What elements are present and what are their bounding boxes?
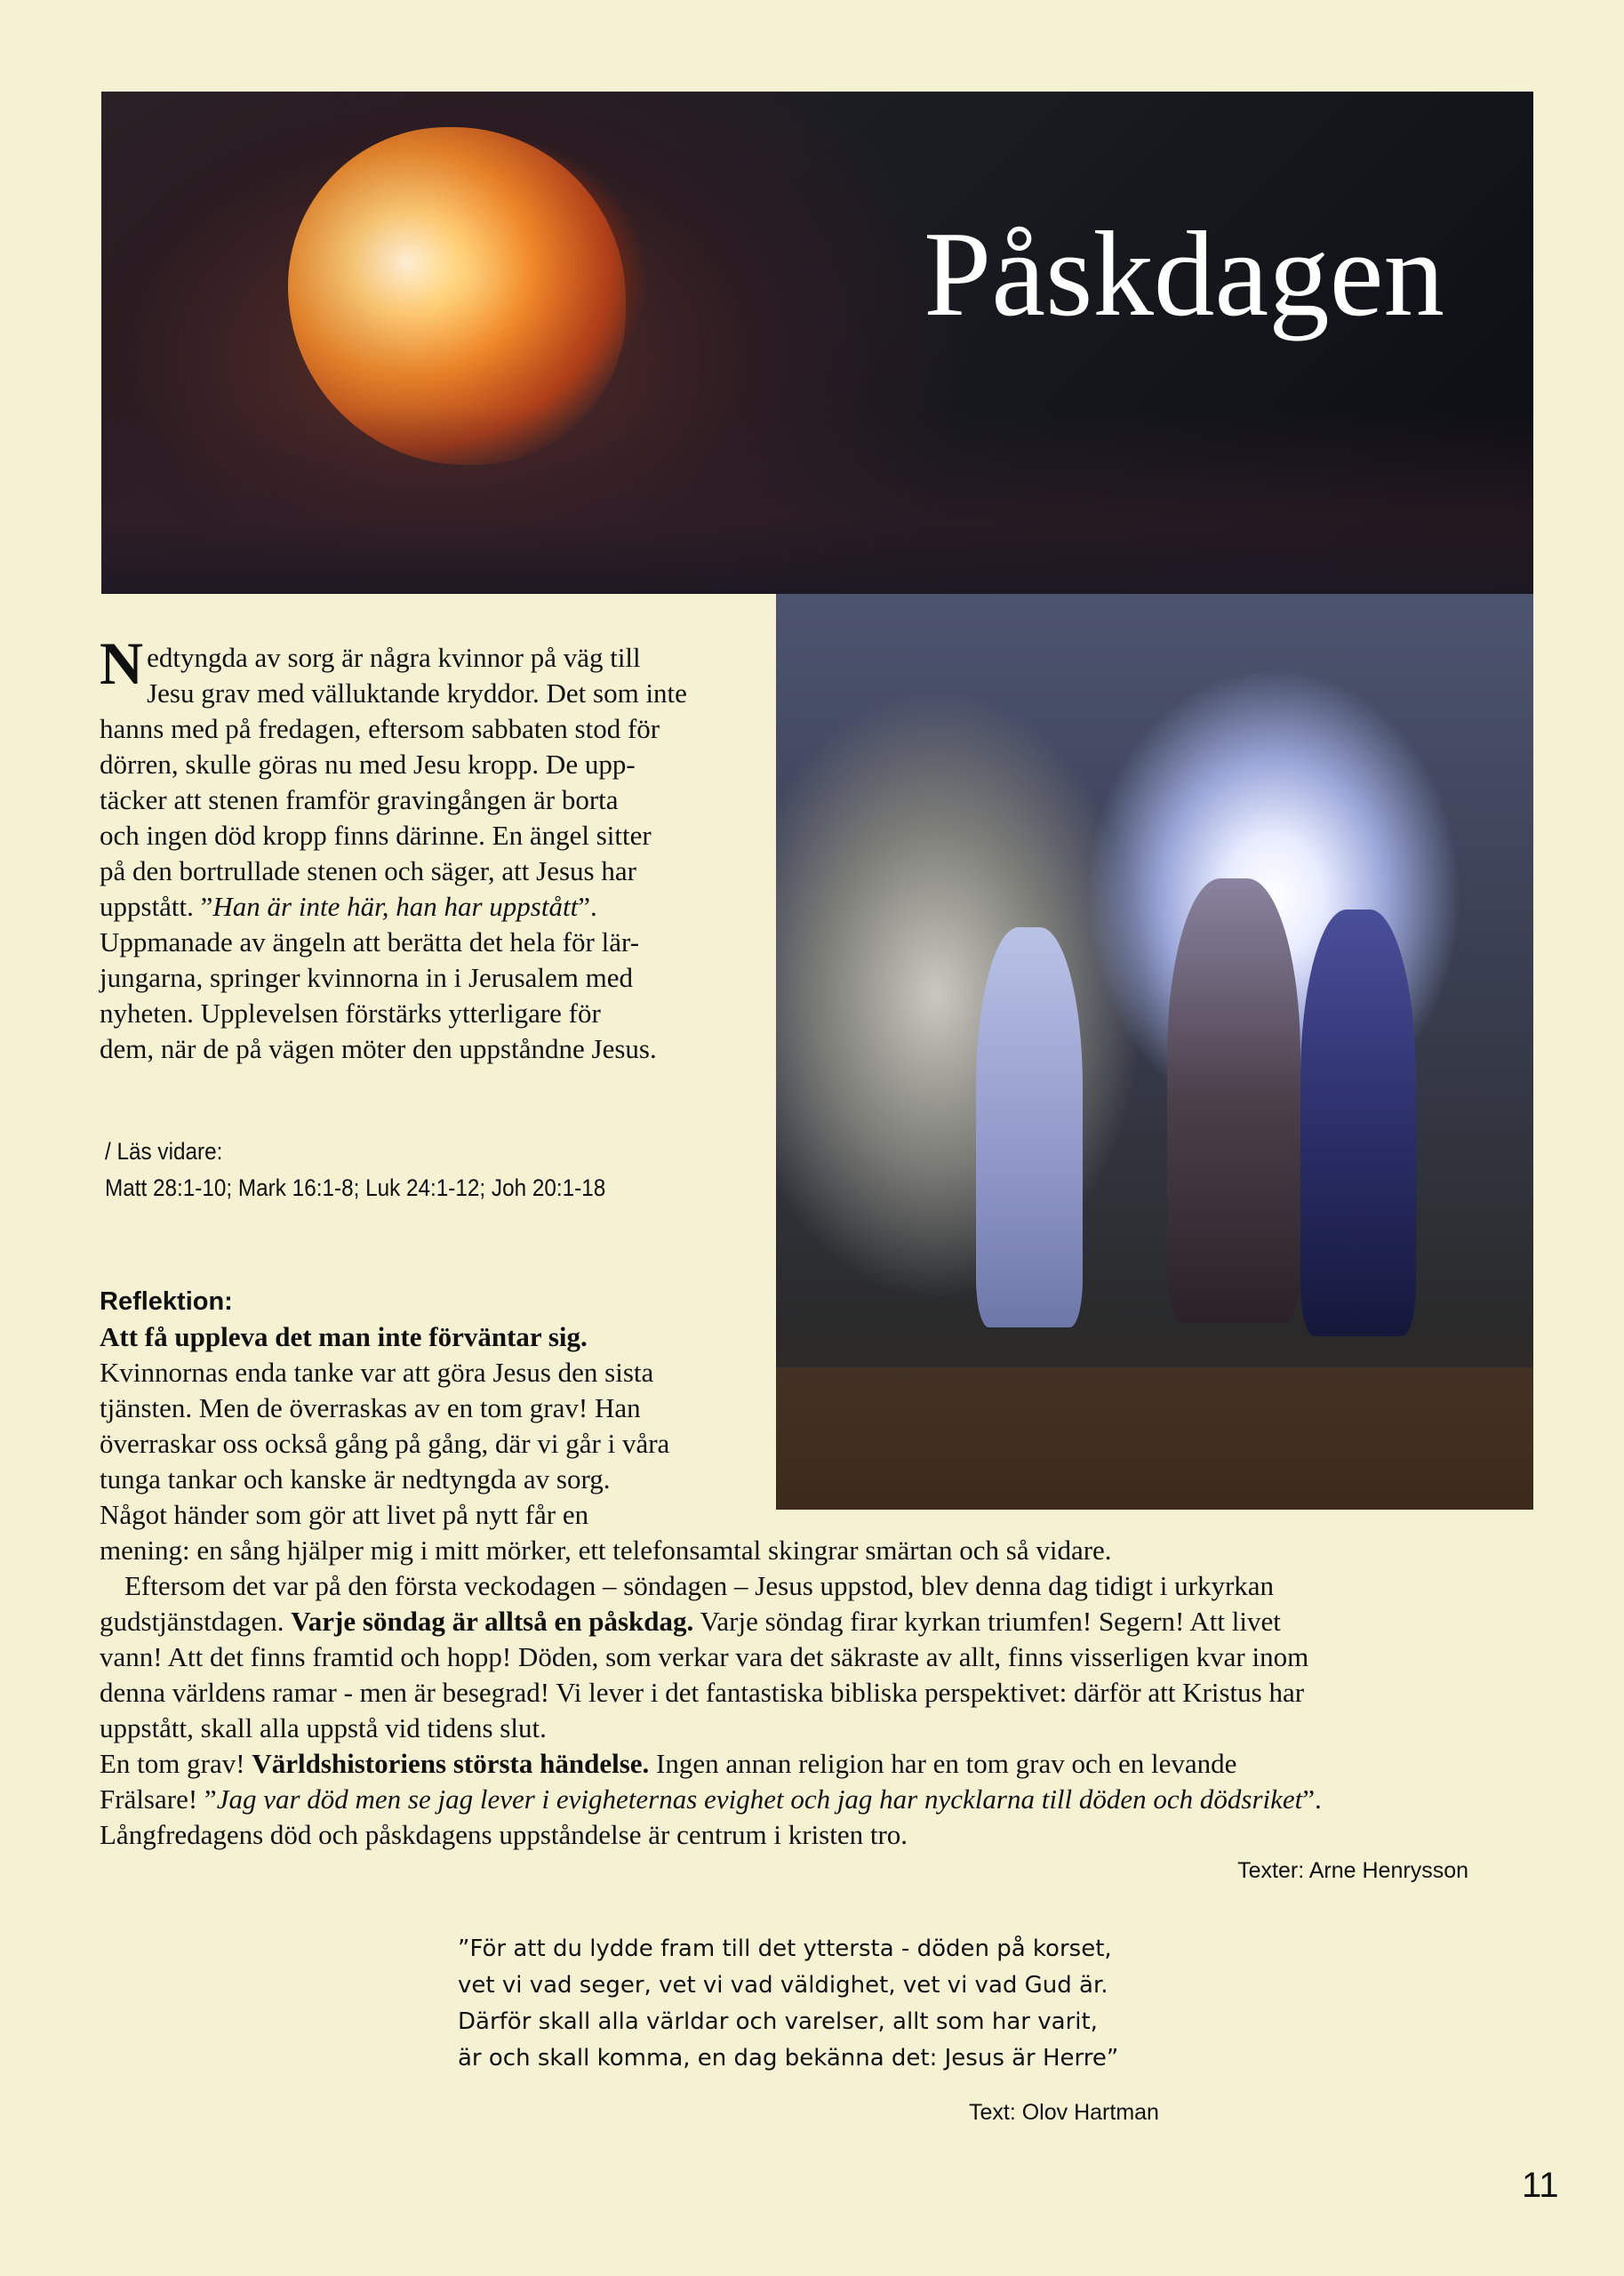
hartman-quote — [458, 1931, 1118, 2077]
quote-line: ”För att du lydde fram till det yttersta - döden på korset, — [458, 1935, 1112, 1962]
bold-statement: Världshistoriens största händelse. — [252, 1748, 650, 1779]
intro-line: på den bortrullade stenen och säger, att Jesus har — [100, 855, 636, 886]
header-image-tomb — [101, 92, 1533, 594]
text-segment: Frälsare! ” — [100, 1783, 217, 1815]
text-line: överraskar oss också gång på gång, där vi går i våra — [100, 1428, 670, 1459]
intro-line: täcker att stenen framför gravingången är borta — [100, 784, 619, 815]
text-line — [100, 1782, 1522, 1817]
text-line: Kvinnornas enda tanke var att göra Jesus den sista — [100, 1357, 654, 1388]
woman-figure-2 — [1167, 878, 1300, 1323]
bold-statement: Varje söndag är alltså en påskdag. — [291, 1606, 694, 1637]
bible-references: Matt 28:1-10; Mark 16:1-8; Luk 24:1-12; Joh 20:1-18 — [105, 1174, 606, 1201]
text-segment: gudstjänstdagen. — [100, 1606, 292, 1637]
woman-figure-1 — [976, 927, 1083, 1327]
text-line — [100, 1604, 1522, 1639]
intro-line: jungarna, springer kvinnorna in i Jerusalem med — [100, 962, 634, 993]
woman-figure-3 — [1300, 910, 1416, 1336]
intro-line: hanns med på fredagen, eftersom sabbaten stod för — [100, 713, 660, 744]
angel-quote: Han är inte här, han har uppstått — [212, 891, 579, 922]
text-line: denna världens ramar - men är besegrad! Vi lever i det fantastiska bibliska perspektivet: därför att Kristus har — [100, 1677, 1305, 1708]
text-segment: ”. — [1302, 1783, 1322, 1815]
quote-credit: Text: Olov Hartman — [969, 2100, 1159, 2125]
intro-paragraph — [100, 629, 757, 1067]
quote-line: Därför skall alla världar och varelser, allt som har varit, — [458, 2008, 1098, 2035]
page-number: 11 — [1522, 2166, 1559, 2205]
intro-line: Uppmanade av ängeln att berätta det hela för lär- — [100, 926, 640, 958]
quote-line: är och skall komma, en dag bekänna det: Jesus är Herre” — [458, 2045, 1119, 2072]
author-credit: Texter: Arne Henrysson — [1237, 1858, 1468, 1883]
text-line: tjänsten. Men de överraskas av en tom grav! Han — [100, 1392, 641, 1423]
text-line: Något händer som gör att livet på nytt får en — [100, 1499, 589, 1530]
header-shadow — [101, 407, 1533, 594]
text-line: Långfredagens död och påskdagens uppståndelse är centrum i kristen tro. — [100, 1819, 908, 1850]
page-title: Påskdagen — [924, 206, 1444, 341]
reflektion-label: Reflektion: — [100, 1287, 233, 1316]
intro-line: uppstått. ” — [100, 891, 213, 922]
text-line: mening: en sång hjälper mig i mitt mörker, ett telefonsamtal skingrar smärtan och så vidare. — [100, 1535, 1112, 1566]
intro-line: dem, när de på vägen möter den uppståndne Jesus. — [100, 1033, 657, 1064]
reflektion-heading: Att få uppleva det man inte förväntar sig. — [100, 1321, 588, 1352]
text-segment: Varje söndag firar kyrkan triumfen! Segern! Att livet — [693, 1606, 1281, 1637]
text-line: tunga tankar och kanske är nedtyngda av sorg. — [100, 1463, 611, 1495]
read-more — [105, 1134, 605, 1206]
text-segment: Ingen annan religion har en tom grav och en levande — [649, 1748, 1237, 1779]
scripture-quote: Jag var död men se jag lever i evigheternas evighet och jag har nycklarna till döden och dödsriket — [216, 1783, 1303, 1815]
text-line: uppstått, skall alla uppstå vid tidens slut. — [100, 1712, 547, 1743]
intro-line: nyheten. Upplevelsen förstärks ytterligare för — [100, 998, 601, 1029]
intro-line: och ingen död kropp finns därinne. En ängel sitter — [100, 820, 652, 851]
quote-line: vet vi vad seger, vet vi vad väldighet, vet vi vad Gud är. — [458, 1972, 1108, 1999]
text-line — [100, 1746, 1522, 1782]
text-line: vann! Att det finns framtid och hopp! Döden, som verkar vara det säkraste av allt, finns visserligen kvar inom — [100, 1641, 1309, 1672]
dropcap: N — [100, 629, 144, 697]
intro-line: ”. — [578, 891, 597, 922]
text-segment: En tom grav! — [100, 1748, 252, 1779]
intro-line: dörren, skulle göras nu med Jesu kropp. De upp- — [100, 749, 636, 780]
reflektion-text — [100, 1319, 1522, 1853]
intro-line: Jesu grav med välluktande kryddor. Det som inte — [147, 677, 687, 709]
read-more-label: / Läs vidare: — [105, 1138, 223, 1165]
text-line: Eftersom det var på den första veckodagen – söndagen – Jesus uppstod, blev denna dag tidigt i urkyrkan — [124, 1570, 1275, 1601]
intro-line: edtyngda av sorg är några kvinnor på väg till — [147, 642, 641, 673]
